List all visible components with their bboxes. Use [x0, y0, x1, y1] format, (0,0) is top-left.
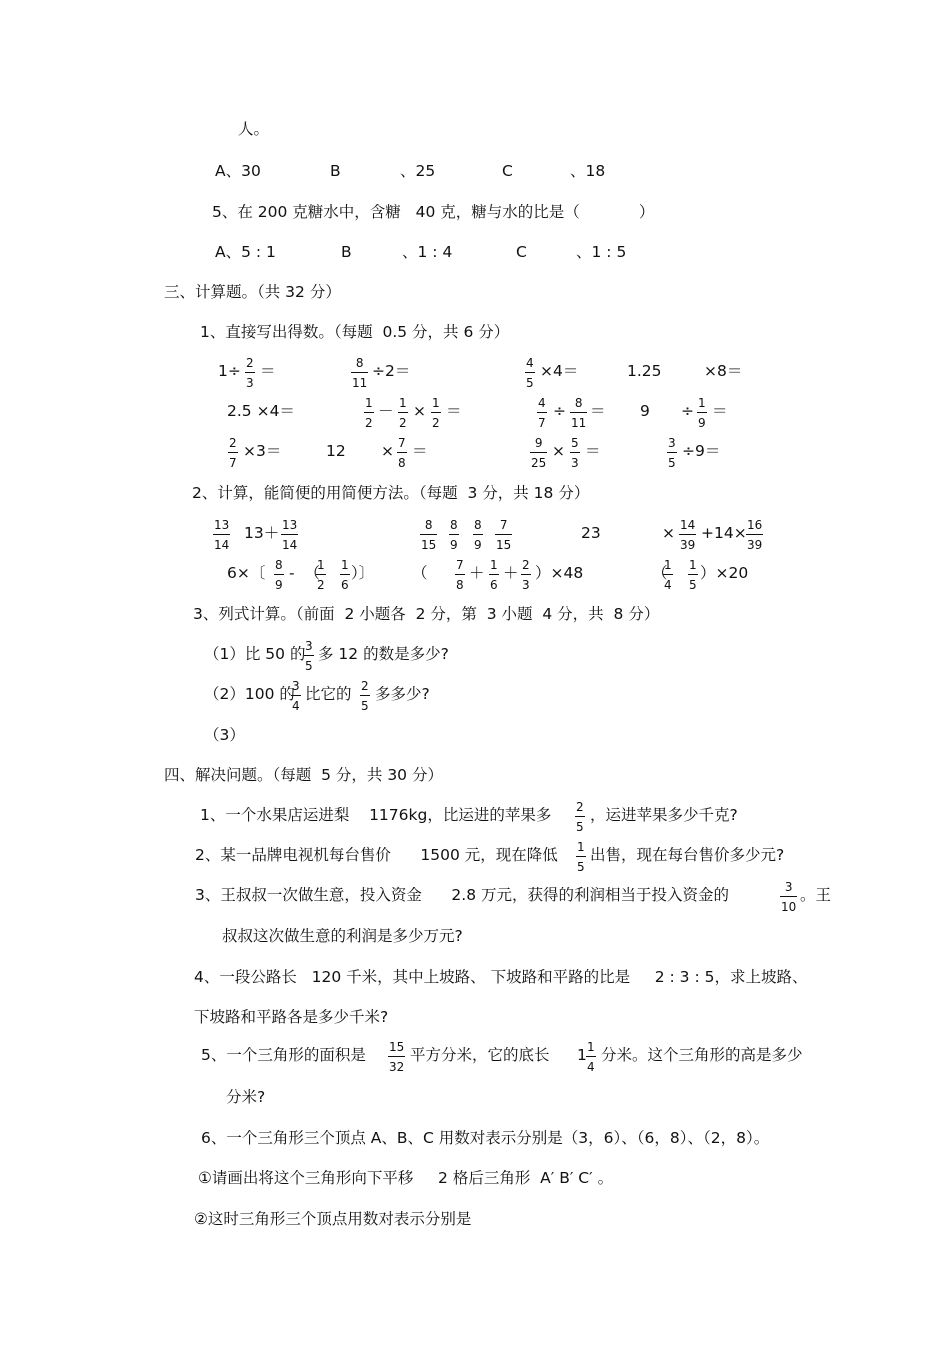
- denominator: 11: [352, 376, 368, 390]
- calc12-fraction: [667, 437, 677, 469]
- problem3-suffix: 。王: [800, 886, 832, 904]
- q5-option-b: B: [341, 243, 352, 261]
- calc8-operator: ÷: [681, 402, 694, 420]
- part3-q2-prefix: （2）100 的: [204, 685, 295, 703]
- denominator: 4: [587, 1060, 595, 1074]
- denominator: 9: [275, 578, 283, 592]
- denominator: 5: [577, 860, 585, 874]
- problem6-line1: 6、一个三角形三个顶点 A、B、C 用数对表示分别是（3，6）、（6，8）、（2，8）。: [201, 1129, 770, 1147]
- expr2-fraction-3: [473, 519, 483, 551]
- denominator: 4: [664, 578, 672, 592]
- expr5-operator-1: ＋: [469, 564, 485, 582]
- calc7-operator: ÷: [553, 402, 566, 420]
- denominator: 5: [689, 578, 697, 592]
- denominator: 14: [214, 538, 230, 552]
- expr5-fraction-2: [489, 559, 499, 591]
- expr2-fraction-2: [449, 519, 459, 551]
- part1-heading: 1、直接写出得数。（每题 0.5 分，共 6 分）: [200, 323, 510, 341]
- expr5-fraction-3: [521, 559, 531, 591]
- numerator: 7: [499, 518, 508, 532]
- numerator: 2: [246, 356, 254, 370]
- expr3-number: 23: [581, 524, 601, 542]
- q5-option-c-value: 、1 : 5: [576, 243, 627, 261]
- denominator: 5: [526, 376, 534, 390]
- calc11-equals: ＝: [585, 442, 601, 460]
- denominator: 15: [496, 538, 512, 552]
- problem4-line1: 4、一段公路长 120 千米，其中上坡路、 下坡路和平路的比是 2 : 3 : 5，求上坡路、: [194, 968, 808, 986]
- calc9-rest: ×3＝: [243, 442, 282, 460]
- numerator: 3: [668, 436, 676, 450]
- expr4-fraction-3: [340, 559, 350, 591]
- q4-option-b-value: 、25: [400, 162, 436, 180]
- expr3-fraction-2: [746, 519, 763, 551]
- numerator: 8: [275, 558, 283, 572]
- denominator: 7: [229, 456, 237, 470]
- denominator: 11: [571, 416, 587, 430]
- denominator: 32: [389, 1060, 405, 1074]
- numerator: 1: [587, 1040, 595, 1054]
- expr2-fraction-4: [495, 519, 512, 551]
- q5-option-a: A、5 : 1: [215, 243, 276, 261]
- denominator: 2: [317, 578, 325, 592]
- expr1-middle: 13＋: [244, 524, 280, 542]
- calc4-number: 1.25: [627, 362, 662, 380]
- numerator: 16: [747, 518, 763, 532]
- numerator: 14: [680, 518, 696, 532]
- numerator: 2: [361, 679, 369, 693]
- numerator: 1: [689, 558, 697, 572]
- part3-q1-prefix: （1）比 50 的: [204, 645, 306, 663]
- calc6-equals: ＝: [446, 402, 462, 420]
- calc10-equals: ＝: [412, 442, 428, 460]
- problem1-fraction: [575, 801, 585, 833]
- q4-option-c: C: [502, 162, 513, 180]
- calc12-rest: ÷9＝: [682, 442, 721, 460]
- expr5-fraction-1: [455, 559, 465, 591]
- numerator: 1: [664, 558, 672, 572]
- problem5-whole-number: 1: [577, 1046, 587, 1064]
- denominator: 9: [450, 538, 458, 552]
- calc2-rest: ÷2＝: [372, 362, 411, 380]
- problem5-line2: 分米?: [226, 1088, 266, 1106]
- denominator: 15: [421, 538, 437, 552]
- problem3-prefix: 3、王叔叔一次做生意，投入资金 2.8 万元，获得的利润相当于投入资金的: [195, 886, 730, 904]
- numerator: 9: [534, 436, 543, 450]
- numerator: 4: [526, 356, 534, 370]
- denominator: 6: [341, 578, 349, 592]
- problem4-line2: 下坡路和平路各是多少千米?: [194, 1008, 389, 1026]
- numerator: 2: [576, 800, 584, 814]
- calc7-fraction-2: [570, 397, 587, 429]
- expr4-middle: - （: [289, 564, 320, 582]
- calc3-rest: ×4＝: [540, 362, 579, 380]
- numerator: 1: [317, 558, 325, 572]
- denominator: 9: [698, 416, 706, 430]
- numerator: 8: [574, 396, 583, 410]
- expr5-prefix: （: [412, 564, 428, 582]
- expr4-fraction-2: [316, 559, 326, 591]
- numerator: 13: [282, 518, 298, 532]
- expr4-suffix: ）〕: [351, 564, 375, 582]
- numerator: 5: [571, 436, 579, 450]
- calc4-rest: ×8＝: [704, 362, 743, 380]
- calc7-equals: ＝: [590, 402, 606, 420]
- numerator: 1: [432, 396, 440, 410]
- calc10-operator: ×: [381, 442, 394, 460]
- numerator: 1: [341, 558, 349, 572]
- expr2-fraction-1: [420, 519, 437, 551]
- expr1-fraction-2: [281, 519, 298, 551]
- part3-heading: 3、列式计算。（前面 2 小题各 2 分，第 3 小题 4 分，共 8 分）: [193, 605, 660, 623]
- problem5-suffix: 分米。这个三角形的高是多少: [601, 1046, 803, 1064]
- expr3-operator: ×: [662, 524, 675, 542]
- problem2-suffix: 出售，现在每台售价多少元?: [590, 846, 785, 864]
- numerator: 1: [490, 558, 498, 572]
- q4-option-b: B: [330, 162, 341, 180]
- numerator: 1: [698, 396, 706, 410]
- calc8-equals: ＝: [712, 402, 728, 420]
- problem2-prefix: 2、某一品牌电视机每台售价 1500 元，现在降低: [195, 846, 558, 864]
- calc10-number: 12: [326, 442, 346, 460]
- denominator: 5: [576, 820, 584, 834]
- problem1-prefix: 1、一个水果店运进梨 1176kg，比运进的苹果多: [200, 806, 552, 824]
- numerator: 8: [424, 518, 433, 532]
- denominator: 5: [668, 456, 676, 470]
- numerator: 8: [450, 518, 458, 532]
- q5-text: 5、在 200 克糖水中，含糖 40 克，糖与水的比是（ ）: [212, 203, 655, 221]
- denominator: 39: [747, 538, 763, 552]
- denominator: 9: [474, 538, 482, 552]
- expr5-suffix: ）×48: [535, 564, 584, 582]
- numerator: 7: [398, 436, 406, 450]
- expr6-prefix: （: [652, 564, 668, 582]
- denominator: 4: [292, 699, 300, 713]
- q5-option-b-value: 、1 : 4: [402, 243, 453, 261]
- calc6-fraction-1: [364, 397, 374, 429]
- part3-q2-fraction-1: [291, 680, 301, 712]
- expr4-fraction-1: [274, 559, 284, 591]
- q4-tail-text: 人。: [238, 120, 270, 138]
- calc10-fraction: [397, 437, 407, 469]
- denominator: 3: [571, 456, 579, 470]
- problem5-middle: 平方分米，它的底长: [410, 1046, 550, 1064]
- problem5-prefix: 5、一个三角形的面积是: [201, 1046, 366, 1064]
- expr3-middle: +14×: [701, 524, 747, 542]
- problem5-fraction-1: [388, 1041, 405, 1073]
- denominator: 6: [490, 578, 498, 592]
- calc1-fraction: [245, 357, 255, 389]
- calc11-fraction-2: [570, 437, 580, 469]
- calc6-operator-2: ×: [413, 402, 426, 420]
- numerator: 13: [214, 518, 230, 532]
- numerator: 4: [538, 396, 546, 410]
- section4-heading: 四、解决问题。（每题 5 分，共 30 分）: [164, 766, 443, 784]
- denominator: 5: [361, 699, 369, 713]
- part3-q3: （3）: [204, 726, 245, 744]
- denominator: 10: [781, 900, 797, 914]
- denominator: 5: [305, 659, 313, 673]
- numerator: 2: [522, 558, 530, 572]
- problem6-sub2: ②这时三角形三个顶点用数对表示分别是: [194, 1210, 472, 1228]
- part3-q1-suffix: 多 12 的数是多少?: [318, 645, 449, 663]
- calc1-prefix: 1÷: [218, 362, 241, 380]
- denominator: 3: [522, 578, 530, 592]
- numerator: 1: [399, 396, 407, 410]
- part3-q2-fraction-2: [360, 680, 370, 712]
- numerator: 8: [355, 356, 364, 370]
- problem1-suffix: ，运进苹果多少千克?: [590, 806, 738, 824]
- calc6-fraction-3: [431, 397, 441, 429]
- denominator: 39: [680, 538, 696, 552]
- q5-option-c: C: [516, 243, 527, 261]
- denominator: 2: [399, 416, 407, 430]
- calc8-number: 9: [640, 402, 650, 420]
- expr6-suffix: ）×20: [700, 564, 749, 582]
- expr4-prefix: 6×〔: [227, 564, 266, 582]
- calc7-fraction-1: [537, 397, 547, 429]
- numerator: 8: [474, 518, 482, 532]
- problem3-line2: 叔叔这次做生意的利润是多少万元?: [222, 927, 463, 945]
- expr1-fraction-1: [213, 519, 230, 551]
- part3-q2-suffix: 多多少?: [375, 685, 430, 703]
- numerator: 15: [389, 1040, 405, 1054]
- calc9-fraction: [228, 437, 238, 469]
- problem5-fraction-2: [586, 1041, 596, 1073]
- part2-heading: 2、计算，能简便的用简便方法。（每题 3 分，共 18 分）: [192, 484, 590, 502]
- problem6-sub1: ①请画出将这个三角形向下平移 2 格后三角形 A′ B′ C′ 。: [198, 1169, 614, 1187]
- section3-heading: 三、计算题。（共 32 分）: [164, 283, 341, 301]
- part3-q2-middle: 比它的: [305, 685, 352, 703]
- calc11-operator: ×: [552, 442, 565, 460]
- problem3-fraction: [780, 881, 797, 913]
- calc1-equals: ＝: [260, 362, 276, 380]
- denominator: 8: [398, 456, 406, 470]
- part3-q1-fraction: [304, 640, 314, 672]
- numerator: 3: [292, 679, 300, 693]
- calc3-fraction: [525, 357, 535, 389]
- numerator: 1: [365, 396, 373, 410]
- calc8-fraction: [697, 397, 707, 429]
- problem2-fraction: [576, 841, 586, 873]
- denominator: 2: [365, 416, 373, 430]
- calc11-fraction-1: [530, 437, 547, 469]
- q4-option-a: A、30: [215, 162, 261, 180]
- denominator: 2: [432, 416, 440, 430]
- q4-option-c-value: 、18: [570, 162, 606, 180]
- denominator: 14: [282, 538, 298, 552]
- numerator: 1: [577, 840, 585, 854]
- calc5-expression: 2.5 ×4＝: [227, 402, 295, 420]
- denominator: 8: [456, 578, 464, 592]
- calc6-operator-1: －: [378, 402, 394, 420]
- expr5-operator-2: ＋: [503, 564, 519, 582]
- expr3-fraction-1: [679, 519, 696, 551]
- calc6-fraction-2: [398, 397, 408, 429]
- denominator: 25: [531, 456, 547, 470]
- expr6-fraction-2: [688, 559, 698, 591]
- expr6-fraction-1: [663, 559, 673, 591]
- denominator: 7: [538, 416, 546, 430]
- numerator: 7: [456, 558, 464, 572]
- numerator: 2: [229, 436, 237, 450]
- numerator: 3: [784, 880, 793, 894]
- denominator: 3: [246, 376, 254, 390]
- numerator: 3: [305, 639, 313, 653]
- calc2-fraction: [351, 357, 368, 389]
